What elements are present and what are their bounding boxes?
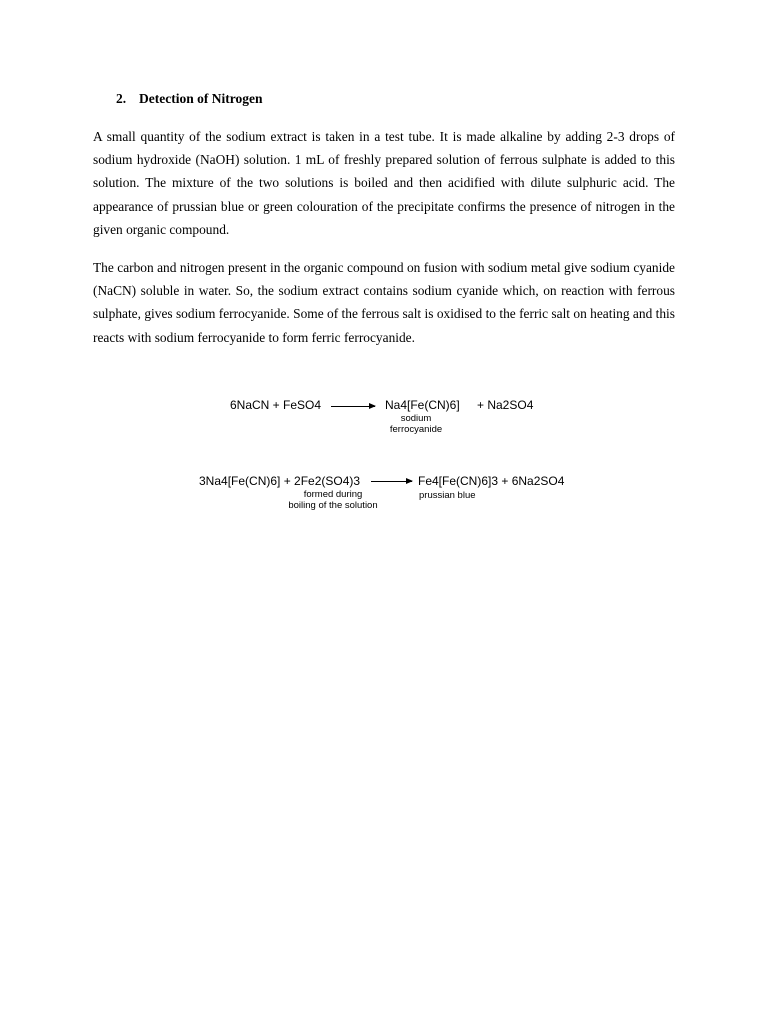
section-heading bbox=[116, 91, 262, 107]
reaction-2-reactants: 3Na4[Fe(CN)6] + 2Fe2(SO4)3 bbox=[199, 474, 361, 488]
reaction-1-product-note-line2: ferrocyanide bbox=[389, 424, 443, 435]
reaction-1-product-note bbox=[380, 413, 452, 435]
paragraph-procedure: A small quantity of the sodium extract is taken in a test tube. It is made alkaline by adding 2-3 drops of sodium hydroxide (NaOH) solution. 1 mL of freshly prepared solution of ferrous sulphate is added to this solution. The mixture of the two solutions is boiled and then acidified with dilute sulphuric acid. The appearance of prussian blue or green colouration of the precipitate confirms the presence of nitrogen in the given organic compound. bbox=[93, 129, 675, 237]
reaction-1-arrow bbox=[331, 406, 375, 407]
section-number: 2. bbox=[116, 91, 127, 106]
reaction-2-reactant-note-line2: boiling of the solution bbox=[288, 500, 378, 511]
section-title: Detection of Nitrogen bbox=[139, 91, 263, 106]
reaction-1-product-note-line1: sodium bbox=[400, 413, 432, 424]
reaction-2-reactant-note bbox=[276, 489, 390, 511]
paragraph-explanation: The carbon and nitrogen present in the organic compound on fusion with sodium metal give sodium cyanide (NaCN) soluble in water. So, the sodium extract contains sodium cyanide which, on reaction with ferrous sulphate, gives sodium ferrocyanide. Some of the ferrous salt is oxidised to the ferric salt on heating and this reacts with sodium ferrocyanide to form ferric ferrocyanide. bbox=[93, 260, 675, 345]
reaction-2-arrow bbox=[371, 481, 412, 482]
reaction-2-products: Fe4[Fe(CN)6]3 + 6Na2SO4 bbox=[418, 474, 565, 488]
reaction-1-byproduct: + Na2SO4 bbox=[477, 398, 534, 412]
reaction-1-reactants: 6NaCN + FeSO4 bbox=[230, 398, 322, 412]
reaction-2-reactant-note-line1: formed during bbox=[303, 489, 363, 500]
reaction-1-product: Na4[Fe(CN)6] bbox=[385, 398, 460, 412]
reaction-2-product-note: prussian blue bbox=[419, 490, 476, 501]
